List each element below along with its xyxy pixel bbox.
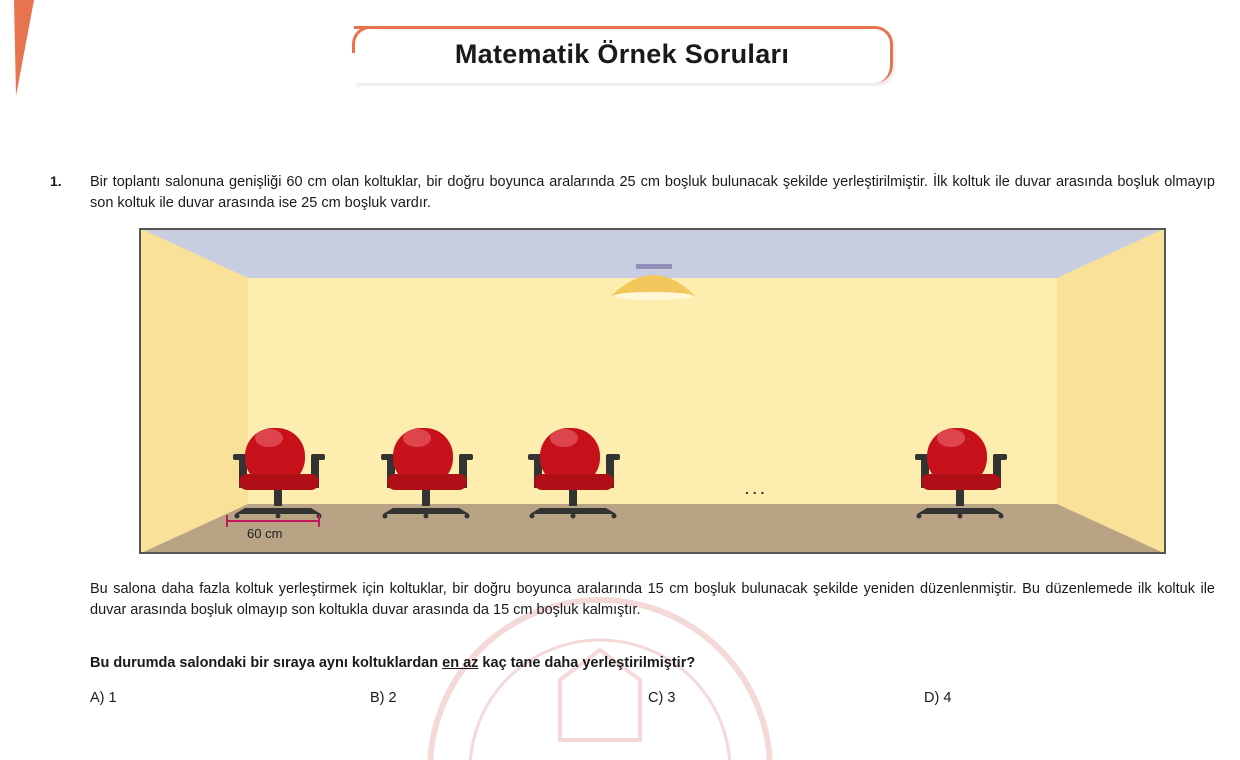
question-followup: Bu salona daha fazla koltuk yerleştirmek için koltuklar, bir doğru boyunca aralarında 15 cm boşluk bulunacak şekilde yeniden düzenlenmiştir. Bu düzenlemede ilk koltuk ile duvar arasında boşluk olmayıp son koltukla duvar arasında da 15 cm boşluk kalmıştır. <box>90 581 1215 618</box>
left-wall <box>139 228 248 554</box>
prompt-part-2: kaç tane daha yerleştirilmiştir? <box>478 655 696 671</box>
figure-ellipsis: . . . <box>745 481 765 497</box>
choice-a[interactable]: A) 1 <box>90 690 117 706</box>
choice-c[interactable]: C) 3 <box>648 690 676 706</box>
question-prompt <box>90 655 695 671</box>
prompt-underlined: en az <box>442 655 479 671</box>
width-label: 60 cm <box>247 526 283 541</box>
choice-b[interactable]: B) 2 <box>370 690 397 706</box>
question-number: 1. <box>50 173 62 189</box>
choice-d[interactable]: D) 4 <box>924 690 952 706</box>
ceiling <box>139 228 1166 278</box>
prompt-part-1: Bu durumda salondaki bir sıraya aynı koltuklardan <box>90 655 443 671</box>
page-title: Matematik Örnek Soruları <box>454 39 790 69</box>
title-banner <box>354 26 893 83</box>
corner-accent <box>0 0 40 100</box>
room-figure <box>139 228 1166 554</box>
right-wall <box>1057 228 1166 554</box>
question-intro: Bir toplantı salonuna genişliği 60 cm olan koltuklar, bir doğru boyunca aralarında 25 cm boşluk bulunacak şekilde yerleştirilmiştir. İlk koltuk ile duvar arasında boşluk olmayıp son koltuk ile duvar arasında ise 25 cm boşluk vardır. <box>90 174 1215 211</box>
